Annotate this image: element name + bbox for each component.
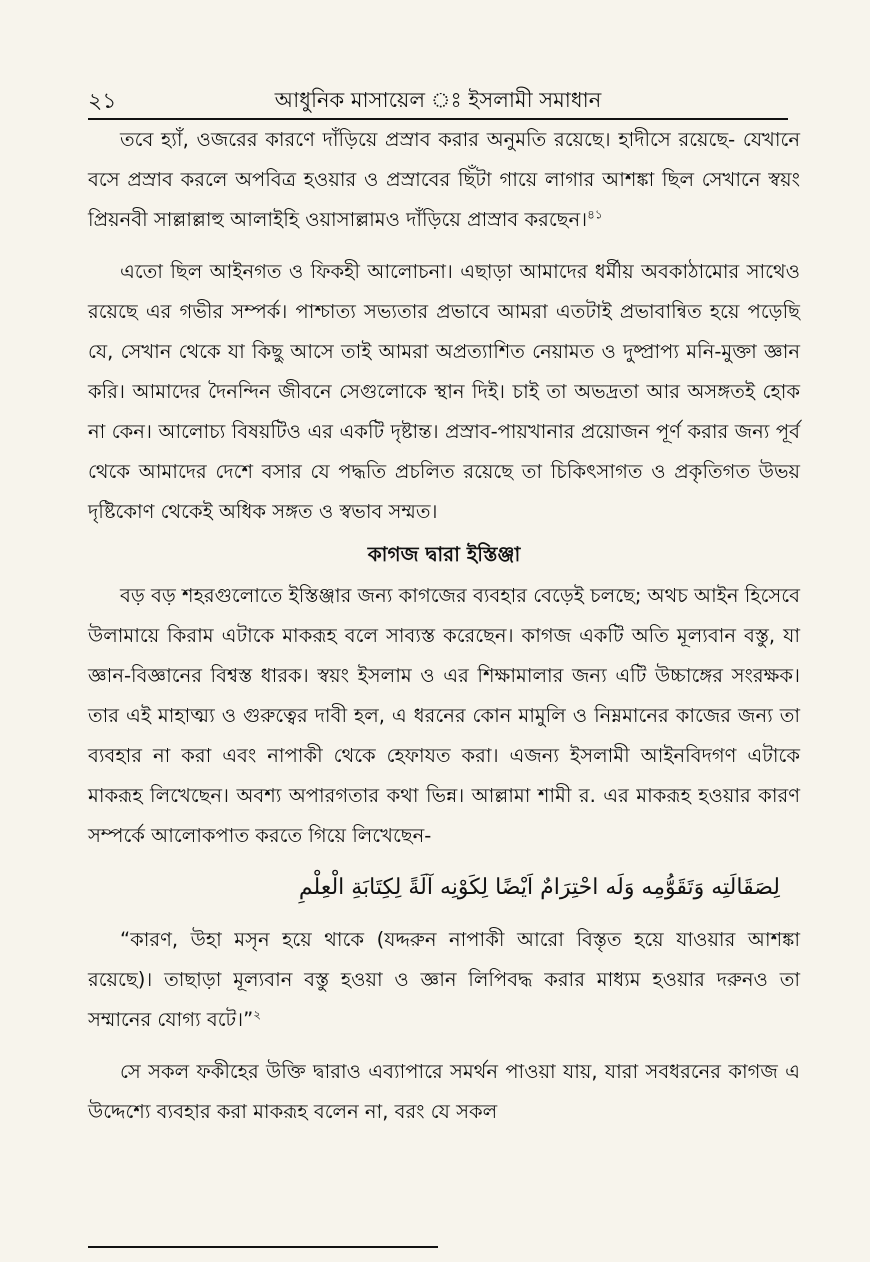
paragraph-4-text: “কারণ, উহা মসৃন হয়ে থাকে (যদ্দরুন নাপাকী আরো বিস্তৃত হয়ে যাওয়ার আশঙ্কা রয়েছে)। তাছাড়া মূল্যবান বস্তু হওয়া ও জ্ঞান লিপিবদ্ধ করার মাধ্যম হওয়ার দরুনও তা সম্মানের যোগ্য বটে।” (88, 928, 800, 1031)
arabic-quote: لِصَقَالَتِه وَتَقَوُّمِه وَلَه احْتِرَامٌ اَيْضًا لِكَوْنِه آلَةً لِكِتَابَةِ الْعِلْمِ (298, 875, 780, 900)
paragraph-3: বড় বড় শহরগুলোতে ইস্তিঞ্জার জন্য কাগজের ব্যবহার বেড়েই চলছে; অথচ আইন হিসেবে উলামায়ে কিরাম এটাকে মাকরূহ বলে সাব্যস্ত করেছেন। কাগজ একটি অতি মূল্যবান বস্তু, যা জ্ঞান-বিজ্ঞানের বিশ্বস্ত ধারক। স্বয়ং ইসলাম ও এর শিক্ষামালার জন্য এটি উচ্চাঙ্গের সংরক্ষক। তার এই মাহাত্ম্য ও গুরুত্বের দাবী হল, এ ধরনের কোন মামুলি ও নিম্নমানের কাজের জন্য তা ব্যবহার না করা এবং নাপাকী থেকে হেফাযত করা। এজন্য ইসলামী আইনবিদগণ এটাকে মাকরূহ লিখেছেন। অবশ্য অপারগতার কথা ভিন্ন। আল্লামা শামী র. এর মাকরূহ হওয়ার কারণ সম্পর্কে আলোকপাত করতে গিয়ে লিখেছেন- (88, 584, 800, 847)
section-heading: কাগজ দ্বারা ইস্তিঞ্জা (367, 542, 521, 566)
paragraph-4 (88, 920, 800, 1040)
running-title: আধুনিক মাসায়েল ঃ ইসলামী সমাধান (274, 88, 602, 112)
footnote-marker-1: ৪১ (587, 207, 603, 222)
page-body (88, 120, 800, 1132)
footnote-marker-2: ২ (253, 1007, 262, 1022)
paragraph-2: এতো ছিল আইনগত ও ফিকহী আলোচনা। এছাড়া আমাদের ধর্মীয় অবকাঠামোর সাথেও রয়েছে এর গভীর সম্পর্ক। পাশ্চাত্য সভ্যতার প্রভাবে আমরা এতটাই প্রভাবান্বিত হয়ে পড়েছি যে, সেখান থেকে যা কিছু আসে তাই আমরা অপ্রত্যাশিত নেয়ামত ও দুষ্প্রাপ্য মনি-মুক্তা জ্ঞান করি। আমাদের দৈনন্দিন জীবনে সেগুলোকে স্থান দিই। চাই তা অভদ্রতা আর অসঙ্গতই হোক না কেন। আলোচ্য বিষয়টিও এর একটি দৃষ্টান্ত। প্রস্রাব-পায়খানার প্রয়োজন পূর্ণ করার জন্য পূর্ব থেকে আমাদের দেশে বসার যে পদ্ধতি প্রচলিত রয়েছে তা চিকিৎসাগত ও প্রকৃতিগত উভয় দৃষ্টিকোণ থেকেই অধিক সঙ্গত ও স্বভাব সম্মত। (88, 260, 800, 523)
paragraph-1 (88, 120, 800, 240)
paragraph-1-text: তবে হ্যাঁ, ওজরের কারণে দাঁড়িয়ে প্রস্রাব করার অনুমতি রয়েছে। হাদীসে রয়েছে- যেখানে বসে প্রস্রাব করলে অপবিত্র হওয়ার ও প্রস্রাবের ছিঁটা গায়ে লাগার আশঙ্কা ছিল সেখানে স্বয়ং প্রিয়নবী সাল্লাল্লাহু আলাইহি ওয়াসাল্লামও দাঁড়িয়ে প্রাস্রাব করছেন। (88, 128, 800, 231)
page-number: ২১ (88, 89, 117, 114)
footnote-divider (88, 1246, 438, 1248)
page-header (88, 78, 788, 120)
paragraph-5: সে সকল ফকীহের উক্তি দ্বারাও এব্যাপারে সমর্থন পাওয়া যায়, যারা সবধরনের কাগজ এ উদ্দেশ্যে ব্যবহার করা মাকরূহ বলেন না, বরং যে সকল (88, 1060, 800, 1123)
